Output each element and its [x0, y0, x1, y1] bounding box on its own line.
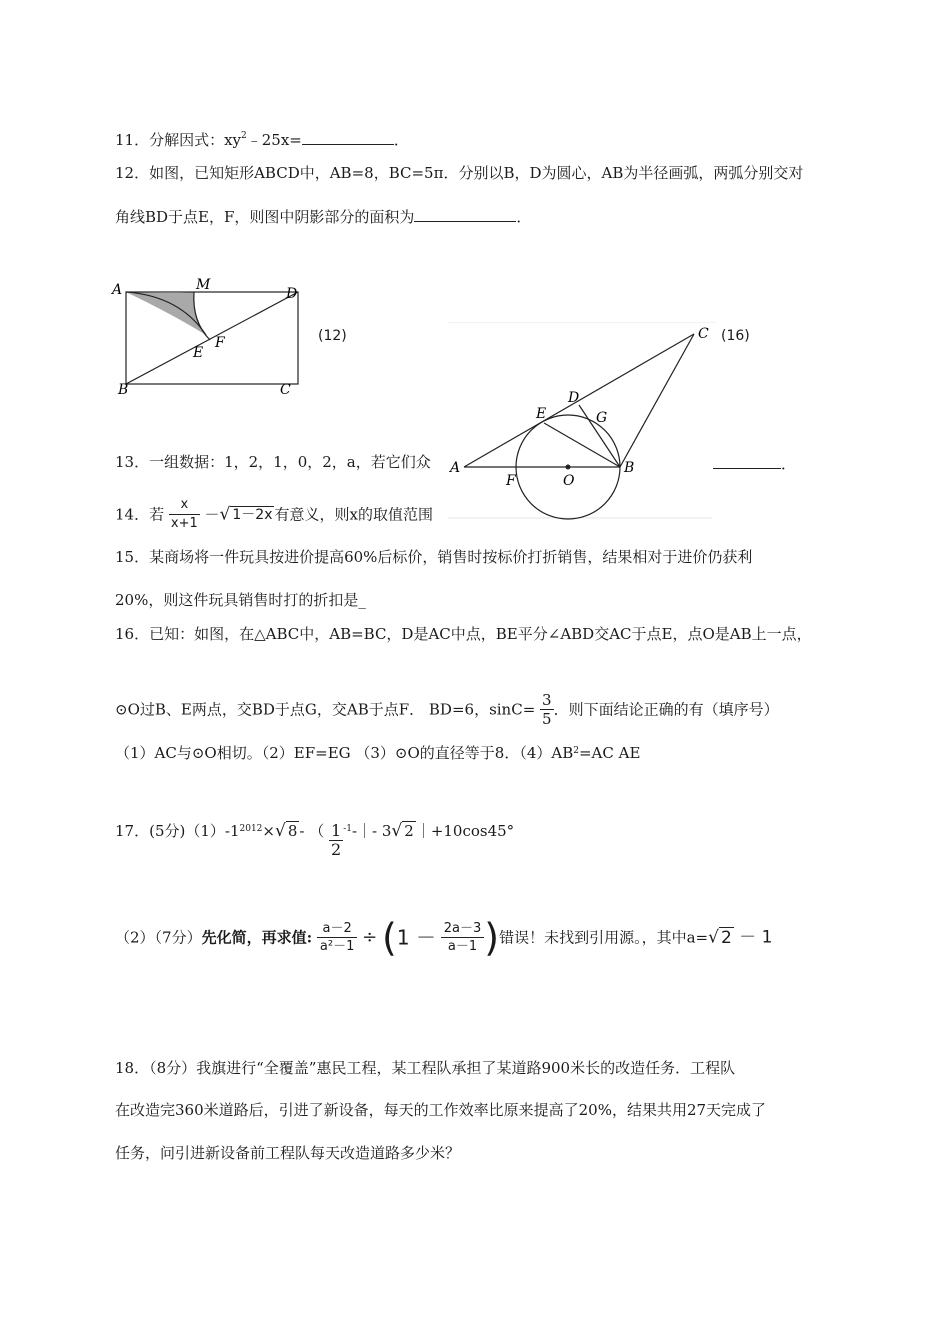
question-17-part2	[115, 915, 773, 960]
q14-radical-icon: √	[219, 504, 231, 525]
q17-sqrt8: 8	[287, 822, 298, 840]
q17-mid: - （	[299, 822, 325, 840]
question-13: 13．一组数据：1，2，1，0，2，a，若它们众	[115, 453, 431, 471]
q16-sin-den: 5	[542, 710, 552, 728]
q17-exponent: 2012	[239, 824, 263, 834]
q17-error-text: 错误！未找到引用源。，其中a=	[499, 928, 709, 947]
q17-fraction-1	[317, 920, 357, 955]
q17-right-paren: )	[484, 915, 500, 960]
question-18-line2: 在改造完360米道路后，引进了新设备，每天的工作效率比原来提高了20%，结果共用27天完成了	[115, 1101, 767, 1119]
q11-rest: ﹣25x=	[246, 131, 302, 149]
question-12-line2	[115, 205, 531, 227]
question-12-line1: 12．如图，已知矩形ABCD中，AB=8，BC=5π．分别以B，D为圆心，AB为半径画弧，两弧分别交对	[115, 164, 804, 182]
q17-a-sqrt: 2	[720, 927, 732, 948]
point-o-label: O	[563, 473, 575, 489]
q14-frac-den: x+1	[170, 516, 198, 531]
q17-one-minus: 1 －	[396, 925, 436, 950]
point-d-label: D	[568, 390, 580, 406]
q17-divide: ÷	[362, 926, 378, 948]
q16-sin-num: 3	[542, 691, 552, 709]
point-c-label: C	[280, 382, 291, 398]
question-11	[115, 128, 409, 150]
figure-12	[110, 272, 310, 398]
q17-a-tail: － 1	[733, 927, 773, 948]
q17-f2-den: a－1	[447, 939, 478, 954]
arc-from-d	[194, 292, 210, 340]
q11-end: ．	[393, 131, 409, 149]
q17-f1-num: a－2	[317, 920, 357, 938]
point-f-label: F	[506, 473, 516, 489]
question-18-line3: 任务，问引进新设备前工程队每天改造道路多少米？	[115, 1144, 461, 1162]
line-be	[544, 423, 620, 467]
q14-minus: －	[204, 505, 220, 524]
point-e-label: E	[193, 345, 204, 361]
q17-sqrt2: 2	[404, 822, 414, 840]
q11-answer-blank[interactable]	[302, 128, 394, 145]
point-b-label: B	[118, 382, 129, 398]
point-c-label: C	[698, 326, 709, 342]
q12-end: ．	[516, 208, 532, 226]
q17-fraction-2	[441, 920, 485, 955]
q13-answer-area	[713, 452, 796, 474]
diagonal-bd	[126, 292, 298, 384]
q16-line2-b: ．则下面结论正确的有（填序号）	[553, 700, 779, 719]
figure-16-caption: (16)	[721, 328, 750, 344]
q17-part2-instruction: 先化简，再求值:	[201, 928, 313, 947]
q17-f2-num: 2a－3	[441, 920, 485, 938]
point-a-label: A	[112, 282, 123, 298]
q14-prefix: 14．若	[115, 505, 165, 524]
q17-abs: -｜- 3	[351, 822, 392, 840]
q13-end: ．	[781, 455, 797, 473]
question-17-part1	[115, 822, 514, 859]
question-18-line1: 18．（8分）我旗进行“全覆盖”惠民工程，某工程队承担了某道路900米长的改造任务．工程队	[115, 1059, 736, 1077]
q17-f1-den: a²－1	[319, 939, 355, 954]
q12-line2-text: 角线BD于点E，F，则图中阴影部分的面积为	[115, 208, 415, 226]
point-g-label: G	[596, 410, 608, 426]
q16-line3-b: =AC AE	[578, 744, 641, 762]
q17-part2-prefix: （2）（7分）	[115, 928, 202, 947]
question-16-line1: 16．已知：如图，在△ABC中，AB=BC，D是AC中点，BE平分∠ABD交AC于点E，点O是AB上一点，	[115, 625, 812, 643]
question-15-line2: 20%，则这件玩具销售时打的折扣是_	[115, 591, 366, 609]
q17-half-num: 1	[331, 821, 342, 840]
question-15-line1: 15．某商场将一件玩具按进价提高60%后标价，销售时按标价打折销售，结果相对于进价仍获利	[115, 548, 753, 566]
point-f-label: F	[215, 335, 225, 351]
q16-sin-fraction	[540, 691, 554, 728]
figure-12-caption: (12)	[318, 328, 347, 344]
q17-neg-exponent: -1	[343, 824, 352, 834]
point-e-label: E	[536, 406, 547, 422]
q16-line2-a: ⊙O过B、E两点，交BD于点G，交AB于点F． BD=6，sinC=	[115, 700, 536, 719]
q13-answer-blank[interactable]	[713, 452, 781, 469]
center-o-dot	[566, 465, 571, 470]
point-a-label: A	[450, 460, 461, 476]
q17-left-paren: (	[382, 915, 397, 960]
question-16-line3	[115, 743, 640, 763]
q14-suffix: 有意义，则x的取值范围	[274, 505, 433, 524]
q17-end: ｜+10cos45°	[415, 822, 515, 840]
q17-radical-icon-3: √	[708, 927, 719, 948]
point-b-label: B	[624, 460, 635, 476]
question-16-line2	[115, 691, 779, 728]
point-m-label: M	[196, 277, 211, 293]
q17-half-den: 2	[331, 840, 342, 859]
q16-line3-sup: 2	[573, 746, 579, 756]
q17-half-fraction	[329, 822, 343, 859]
q17-times: ×	[262, 822, 275, 840]
q17-radical-icon-2: √	[391, 821, 403, 841]
q14-fraction	[169, 496, 200, 533]
q14-frac-num: x	[169, 496, 200, 515]
q16-line3-a: （1）AC与⊙O相切。（2）EF=EG （3）⊙O的直径等于8．（4）AB	[115, 744, 574, 762]
line-bc	[620, 334, 694, 467]
q17-prefix: 17．(5分)（1）-1	[115, 822, 240, 840]
question-14	[115, 496, 433, 533]
q14-sqrt-content: 1－2x	[232, 506, 273, 523]
q11-exponent: 2	[241, 131, 247, 141]
q17-radical-icon-1: √	[274, 821, 286, 841]
point-d-label: D	[286, 286, 298, 302]
figure-16	[448, 322, 716, 522]
q12-answer-blank[interactable]	[414, 205, 516, 222]
q11-text: 11．分解因式：xy	[115, 131, 242, 149]
